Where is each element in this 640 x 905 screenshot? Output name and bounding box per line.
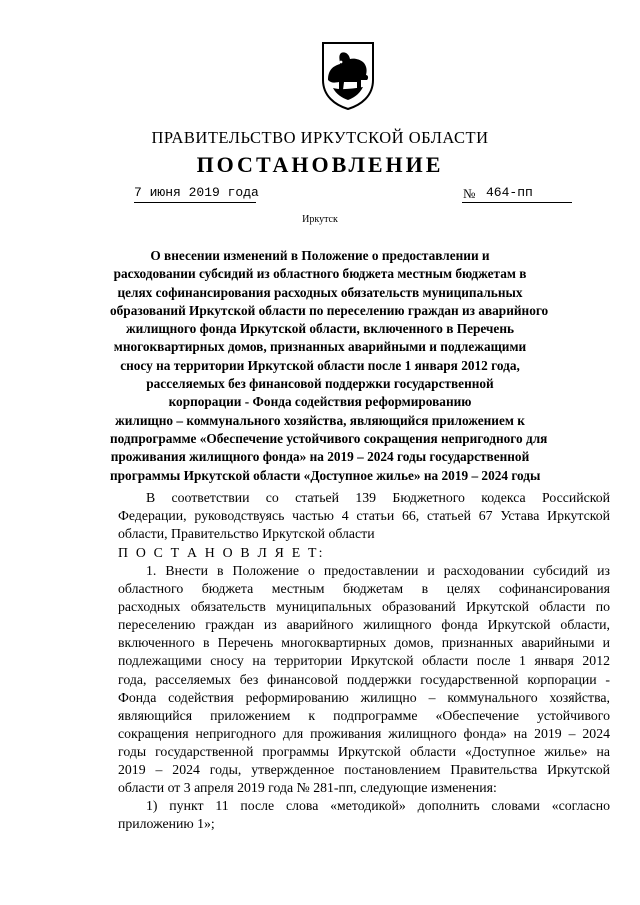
document-title bbox=[110, 247, 549, 485]
paragraph-line: годы государственной программы Иркутской области «Доступное жилье» на bbox=[118, 743, 610, 759]
paragraph-line: переселению граждан из аварийного жилищного фонда Иркутской области, bbox=[118, 617, 610, 633]
paragraph-line: включенного в Перечень многоквартирных домов, признанных аварийными и bbox=[118, 635, 610, 651]
title-line: проживания жилищного фонда» на 2019 – 2024 годы государственной bbox=[110, 449, 530, 465]
title-line: расходовании субсидий из областного бюджета местным бюджетам в bbox=[113, 266, 527, 282]
paragraph-line: областного бюджета местным бюджетам в целях софинансирования bbox=[118, 581, 610, 597]
paragraph-line: Фонда содействия реформированию жилищно – коммунального хозяйства, bbox=[118, 689, 610, 705]
paragraph-line: 2019 – 2024 годы, утвержденное постановлением Правительства Иркутской bbox=[118, 762, 610, 778]
title-line: жилищно – коммунального хозяйства, являющийся приложением к bbox=[115, 412, 525, 428]
title-line: целях софинансирования расходных обязательств муниципальных bbox=[117, 284, 523, 300]
paragraph-line: являющийся приложением к подпрограмме «Обеспечение устойчивого bbox=[118, 707, 610, 723]
document-type: ПОСТАНОВЛЕНИЕ bbox=[196, 152, 444, 177]
paragraph-line: подлежащими сносу на территории Иркутской области после 1 января 2012 bbox=[118, 653, 610, 669]
coat-of-arms-icon bbox=[319, 40, 377, 110]
paragraph-line: 1) пункт 11 после слова «методикой» дополнить словами «согласно bbox=[146, 798, 610, 813]
paragraph-line: области от 3 апреля 2019 года № 281-пп, следующие изменения: bbox=[118, 780, 497, 796]
title-line: программы Иркутской области «Доступное жилье» на 2019 – 2024 годы bbox=[110, 467, 541, 483]
paragraph-line: года, расселяемых без финансовой поддержки государственной корпорации - bbox=[118, 671, 610, 687]
title-line: жилищного фонда Иркутской области, включенного в Перечень bbox=[125, 321, 515, 337]
city-name: Иркутск bbox=[302, 214, 338, 225]
paragraph-line: области, Правительство Иркутской области bbox=[118, 526, 375, 542]
preamble-paragraph bbox=[118, 489, 610, 543]
title-line: расселяемых без финансовой поддержки государственной bbox=[146, 376, 494, 392]
title-line: образований Иркутской области по переселению граждан из аварийного bbox=[110, 302, 549, 318]
title-line: сносу на территории Иркутской области после 1 января 2012 года, bbox=[120, 357, 520, 373]
title-line: многоквартирных домов, признанных аварийными и подлежащими bbox=[113, 339, 527, 355]
paragraph-line: 1. Внести в Положение о предоставлении и расходовании субсидий из bbox=[146, 563, 610, 578]
date-underline bbox=[134, 202, 256, 203]
number-underline bbox=[462, 202, 572, 203]
number-sign: № bbox=[463, 186, 476, 201]
paragraph-line: Федерации, руководствуясь частью 4 статьи 66, статьей 67 Устава Иркутской bbox=[118, 508, 610, 524]
title-line: подпрограмме «Обеспечение устойчивого сокращения непригодного для bbox=[110, 430, 548, 446]
organization-name: ПРАВИТЕЛЬСТВО ИРКУТСКОЙ ОБЛАСТИ bbox=[151, 128, 489, 147]
paragraph-line: приложению 1»; bbox=[118, 816, 215, 832]
document-number: 464-пп bbox=[486, 185, 533, 200]
item-1-1-paragraph bbox=[118, 797, 610, 833]
decree-word: П О С Т А Н О В Л Я Е Т: bbox=[118, 545, 325, 560]
paragraph-line: сокращения непригодного для проживания жилищного фонда» на 2019 – 2024 bbox=[118, 725, 610, 741]
item-1-paragraph bbox=[118, 562, 610, 797]
title-line: корпорации - Фонда содействия реформированию bbox=[168, 394, 472, 410]
title-line: О внесении изменений в Положение о предоставлении и bbox=[150, 248, 490, 263]
document-date: 7 июня 2019 года bbox=[134, 185, 259, 200]
paragraph-line: расходных обязательств муниципальных образований Иркутской области по bbox=[118, 599, 610, 615]
paragraph-line: В соответствии со статьей 139 Бюджетного кодекса Российской bbox=[146, 490, 610, 505]
